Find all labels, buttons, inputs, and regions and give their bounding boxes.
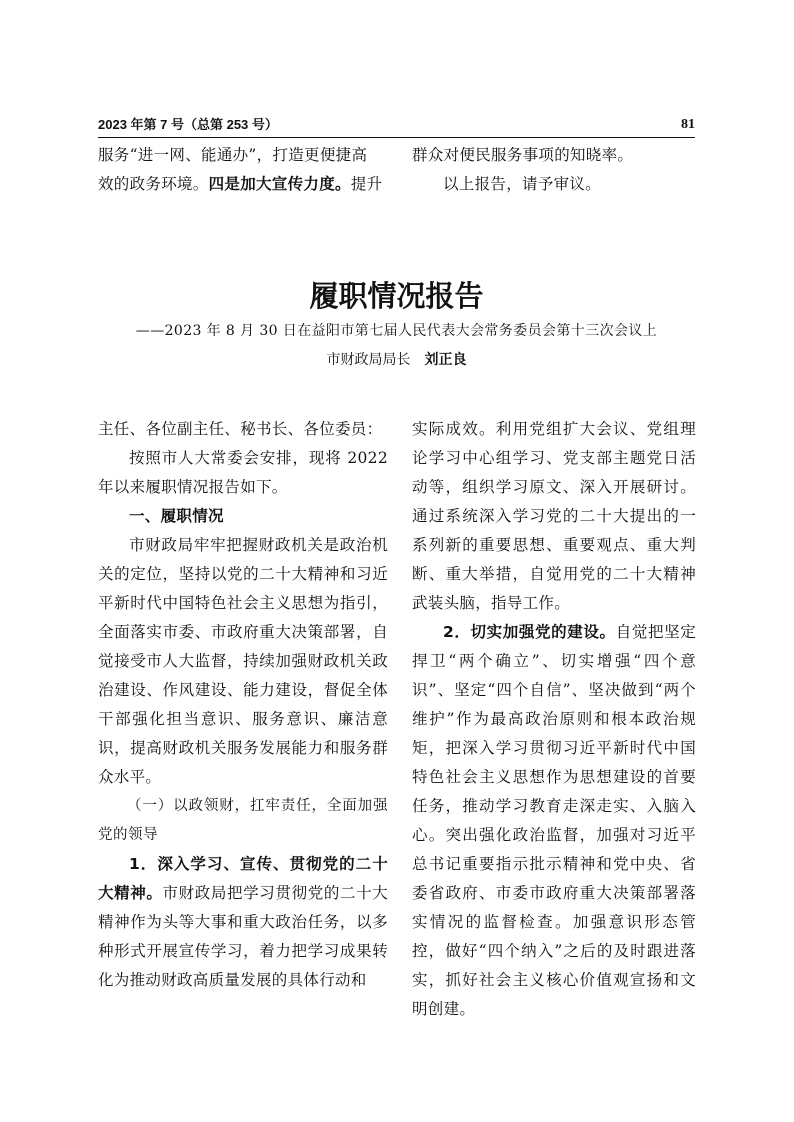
item-text: 自觉把坚定捍卫“两个确立”、切实增强“四个意识”、坚定“四个自信”、坚决做到“两个维护”作为最高政治原则和根本政治规矩，把深入学习贯彻习近平新时代中国特色社会主义思想作为思想建设的首要任务，推动学习教育走深走实、入脑入心。突出强化政治监督，加强对习近平总书记重要指示批示精神和党中央、省委省政府、市委市政府重大决策部署落实情况的监督检查。加强意识形态管控，做好“四个纳入”之后的及时跟进落实，抓好社会主义核心价值观宣扬和文明创建。 [412, 623, 696, 1018]
previous-text-line: 服务“进一网、能通办”，打造更便捷高 [98, 146, 368, 164]
intro-paragraph: 按照市人大常委会安排，现将 2022 年以来履职情况报告如下。 [98, 449, 388, 496]
section-heading: 一、履职情况 [129, 507, 224, 525]
report-title: 履职情况报告 [309, 279, 484, 313]
report-author [98, 348, 695, 372]
previous-text-line: 群众对便民服务事项的知晓率。 [412, 146, 634, 164]
previous-article-tail-left [98, 141, 388, 199]
item-paragraph [412, 618, 696, 1024]
previous-article-tail-right [412, 141, 696, 199]
header-divider [98, 137, 695, 138]
author-role: 市财政局局长 [326, 352, 411, 368]
previous-text: 提升 [350, 175, 383, 193]
section-paragraph: 市财政局牢牢把握财政机关是政治机关的定位，坚持以党的二十大精神和习近平新时代中国特色社会主义思想为指引，全面落实市委、市政府重大决策部署，自觉接受市人大监督，持续加强财政机关政治建设、作风建设、能力建设，督促全体干部强化担当意识、服务意识、廉洁意识，提高财政机关服务发展能力和服务群众水平。 [98, 536, 388, 786]
salutation: 主任、各位副主任、秘书长、各位委员： [98, 420, 383, 438]
body-column-left [98, 415, 388, 995]
item-paragraph-continued: 实际成效。利用党组扩大会议、党组理论学习中心组学习、党支部主题党日活动等，组织学习原文、深入开展研讨。通过系统深入学习党的二十大提出的一系列新的重要思想、重要观点、重大判断、重大举措，自觉用党的二十大精神武装头脑，指导工作。 [412, 420, 696, 612]
report-subtitle: ——2023 年 8 月 30 日在益阳市第七届人民代表大会常务委员会第十三次会议上 [135, 323, 658, 339]
previous-text-line [98, 170, 388, 199]
body-column-right [412, 415, 696, 1024]
subsection-heading: （一）以政领财，扛牢责任，全面加强党的领导 [98, 798, 388, 843]
item-heading: 2．切实加强党的建设。 [443, 623, 616, 641]
previous-closing: 以上报告，请予审议。 [443, 175, 602, 193]
issue-label: 2023 年第 7 号（总第 253 号） [98, 117, 278, 132]
author-name: 刘正良 [424, 352, 467, 368]
running-header [98, 116, 695, 138]
previous-text: 效的政务环境。 [98, 175, 209, 193]
report-title-block [98, 276, 695, 372]
page-number: 81 [681, 117, 695, 132]
previous-bold-point: 四是加大宣传力度。 [208, 175, 351, 193]
item-heading: 1．深入学习、宣传、贯彻党的二十大精神。 [98, 855, 388, 902]
item-paragraph [98, 850, 388, 995]
item-text: 市财政局把学习贯彻党的二十大精神作为头等大事和重大政治任务，以多种形式开展宣传学习，着力把学习成果转化为推动财政高质量发展的具体行动和 [98, 884, 389, 989]
